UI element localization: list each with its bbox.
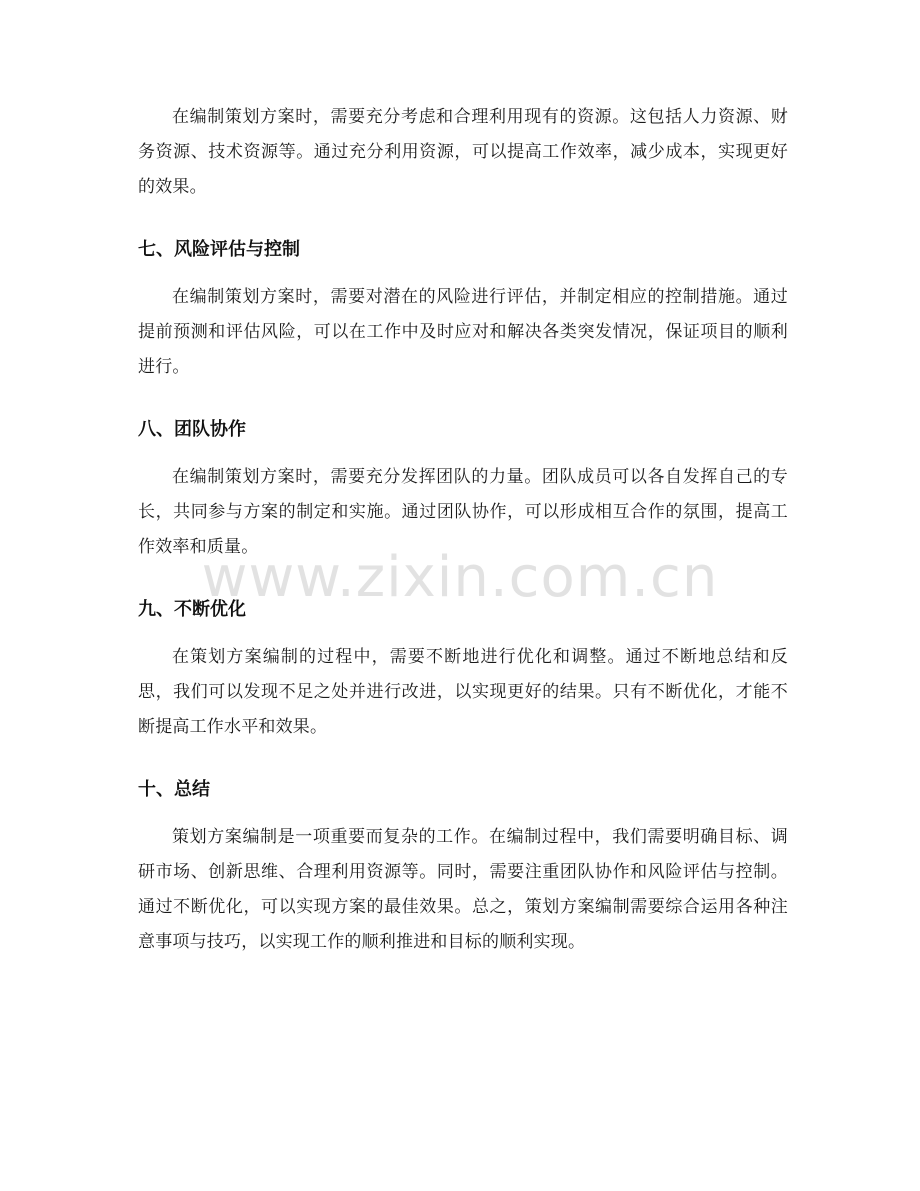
heading-optimization: 九、不断优化 bbox=[138, 599, 246, 620]
paragraph-optimization: 在策划方案编制的过程中，需要不断地进行优化和调整。通过不断地总结和反思，我们可以发现不足之处并进行改进，以实现更好的结果。只有不断优化，才能不断提高工作水平和效果。 bbox=[138, 647, 788, 737]
spacer bbox=[138, 385, 788, 418]
paragraph-resources: 在编制策划方案时，需要充分考虑和合理利用现有的资源。这包括人力资源、财务资源、技术资源等。通过充分利用资源，可以提高工作效率，减少成本，实现更好的效果。 bbox=[138, 107, 788, 197]
spacer bbox=[138, 802, 788, 820]
document-body bbox=[138, 100, 788, 960]
paragraph-risk-assessment: 在编制策划方案时，需要对潜在的风险进行评估，并制定相应的控制措施。通过提前预测和评估风险，可以在工作中及时应对和解决各类突发情况，保证项目的顺利进行。 bbox=[138, 287, 788, 377]
spacer bbox=[138, 565, 788, 598]
heading-risk-assessment: 七、风险评估与控制 bbox=[138, 239, 300, 260]
paragraph-teamwork: 在编制策划方案时，需要充分发挥团队的力量。团队成员可以各自发挥自己的专长，共同参与方案的制定和实施。通过团队协作，可以形成相互合作的氛围，提高工作效率和质量。 bbox=[138, 467, 788, 557]
spacer bbox=[138, 745, 788, 778]
watermark-text: www.zixin.com.cn bbox=[201, 545, 719, 610]
heading-summary: 十、总结 bbox=[138, 779, 210, 800]
paragraph-summary: 策划方案编制是一项重要而复杂的工作。在编制过程中，我们需要明确目标、调研市场、创新思维、合理利用资源等。同时，需要注重团队协作和风险评估与控制。通过不断优化，可以实现方案的最佳效果。总之，策划方案编制需要综合运用各种注意事项与技巧，以实现工作的顺利推进和目标的顺利实现。 bbox=[138, 827, 788, 952]
heading-teamwork: 八、团队协作 bbox=[138, 419, 246, 440]
spacer bbox=[138, 262, 788, 280]
spacer bbox=[138, 205, 788, 238]
spacer bbox=[138, 442, 788, 460]
spacer bbox=[138, 622, 788, 640]
